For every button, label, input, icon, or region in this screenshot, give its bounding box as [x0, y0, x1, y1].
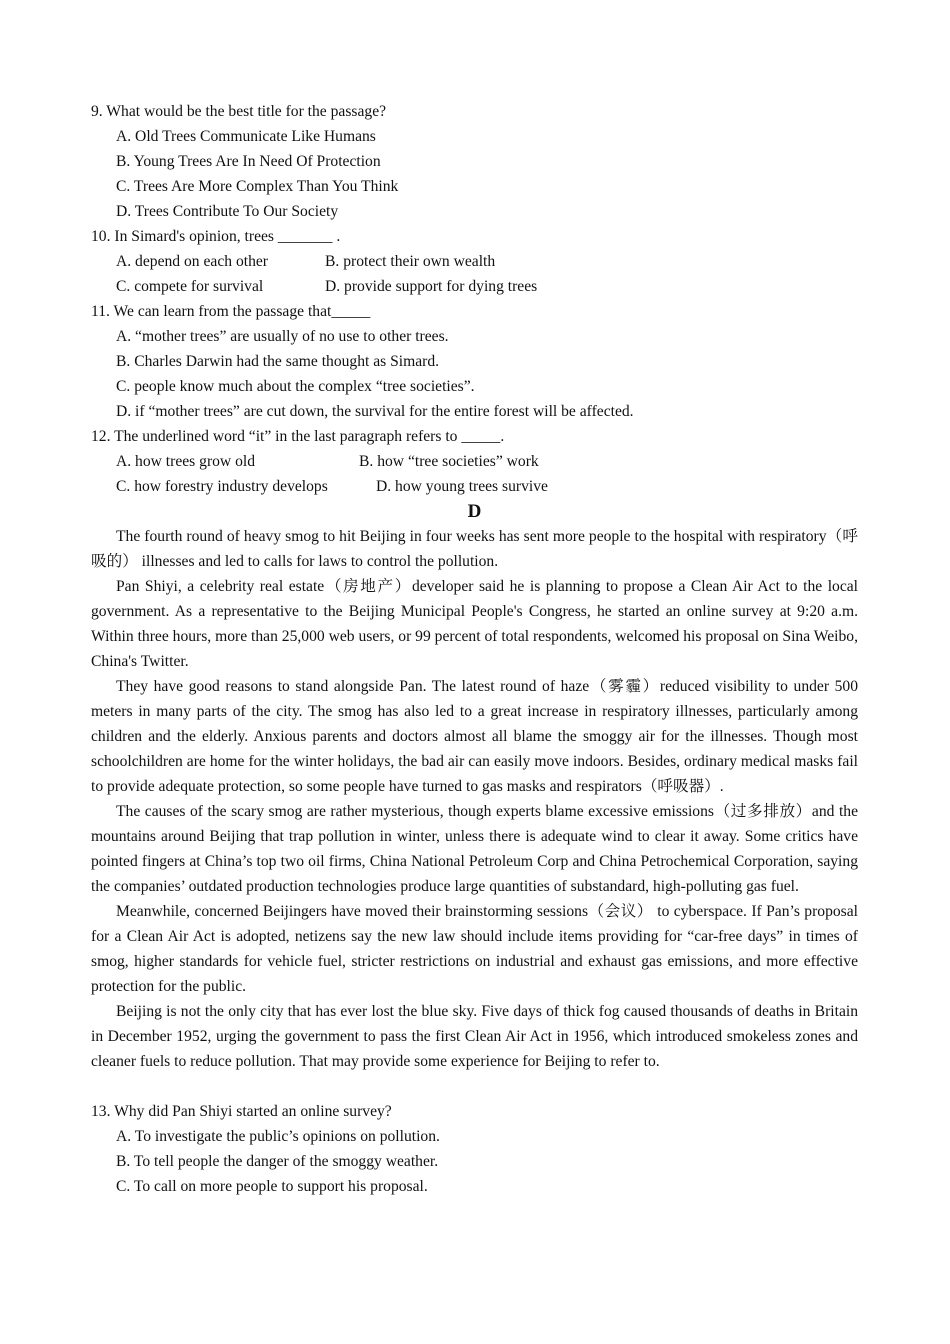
question-10-option-b: B. protect their own wealth: [325, 253, 496, 270]
question-10-stem: 10. In Simard's opinion, trees _______ .: [91, 228, 341, 245]
question-9-option-b: B. Young Trees Are In Need Of Protection: [116, 153, 381, 170]
question-10-option-d: D. provide support for dying trees: [325, 278, 538, 295]
question-11-stem: 11. We can learn from the passage that_____: [91, 303, 371, 320]
question-12-stem: 12. The underlined word “it” in the last paragraph refers to _____.: [91, 428, 505, 445]
question-11-option-c: C. people know much about the complex “tree societies”.: [116, 378, 475, 395]
passage-paragraph-2: Pan Shiyi, a celebrity real estate（房地产）developer said he is planning to propose a Clean Air Act to the local government. As a representative to the Beijing Municipal People's Congress, he started an online survey at 9:20 a.m. Within three hours, more than 25,000 web users, or 99 percent of total respondents, welcomed his proposal on Sina Weibo, China's Twitter.: [91, 578, 858, 670]
question-12-option-b: B. how “tree societies” work: [359, 453, 539, 470]
question-13-stem: 13. Why did Pan Shiyi started an online survey?: [91, 1103, 392, 1120]
question-9-stem: 9. What would be the best title for the passage?: [91, 103, 387, 120]
passage-paragraph-1: The fourth round of heavy smog to hit Beijing in four weeks has sent more people to the hospital with respiratory（呼吸的） illnesses and led to calls for laws to control the pollution.: [91, 528, 858, 570]
question-9-option-d: D. Trees Contribute To Our Society: [116, 203, 339, 220]
question-10-option-c: C. compete for survival: [116, 278, 264, 295]
spacer: [91, 1074, 858, 1099]
question-13-option-c: C. To call on more people to support his proposal.: [116, 1178, 428, 1195]
question-12-option-c: C. how forestry industry develops: [116, 478, 328, 495]
question-11-option-b: B. Charles Darwin had the same thought as Simard.: [116, 353, 440, 370]
question-10-options-row-1: [91, 249, 858, 274]
passage-paragraph-3: They have good reasons to stand alongside Pan. The latest round of haze（雾霾）reduced visibility to under 500 meters in many parts of the city. The smog has also led to a great increase in respiratory illnesses, particularly among children and the elderly. Anxious parents and doctors almost all blame the smoggy air for the illnesses. Though most schoolchildren are home for the winter holidays, the bad air can easily move indoors. Besides, ordinary medical masks fail to provide adequate protection, so some people have turned to gas masks and respirators（呼吸器）.: [91, 678, 858, 795]
question-13-option-a: A. To investigate the public’s opinions on pollution.: [116, 1128, 440, 1145]
question-12-option-a: A. how trees grow old: [116, 453, 256, 470]
question-9-option-a: A. Old Trees Communicate Like Humans: [116, 128, 376, 145]
document-page: [91, 99, 858, 1199]
question-10-option-a: A. depend on each other: [116, 253, 268, 270]
question-10-options-row-2: [91, 274, 858, 299]
question-12-option-d: D. how young trees survive: [376, 478, 548, 495]
passage-paragraph-6: Beijing is not the only city that has ever lost the blue sky. Five days of thick fog caused thousands of deaths in Britain in December 1952, urging the government to pass the first Clean Air Act in 1956, which introduced smokeless zones and cleaner fuels to reduce pollution. That may provide some experience for Beijing to refer to.: [91, 1003, 858, 1070]
question-13-option-b: B. To tell people the danger of the smoggy weather.: [116, 1153, 439, 1170]
question-11-option-a: A. “mother trees” are usually of no use to other trees.: [116, 328, 449, 345]
question-9-option-c: C. Trees Are More Complex Than You Think: [116, 178, 399, 195]
question-11-option-d: D. if “mother trees” are cut down, the survival for the entire forest will be affected.: [116, 403, 634, 420]
passage-paragraph-4: The causes of the scary smog are rather mysterious, though experts blame excessive emissions（过多排放）and the mountains around Beijing that trap pollution in winter, unless there is adequate wind to clear it away. Some critics have pointed fingers at China’s top two oil firms, China National Petroleum Corp and China Petrochemical Corporation, saying the companies’ outdated production technologies produce large quantities of substandard, high-polluting gas fuel.: [91, 803, 858, 895]
section-title: D: [467, 501, 482, 522]
question-12-options-row-1: [91, 449, 858, 474]
question-12-options-row-2: [91, 474, 858, 499]
passage-paragraph-5: Meanwhile, concerned Beijingers have moved their brainstorming sessions（会议） to cyberspace. If Pan’s proposal for a Clean Air Act is adopted, netizens say the new law should include items providing for “car-free days” in times of smog, higher standards for vehicle fuel, stricter restrictions on industrial and exhaust gas emissions, and more effective protection for the public.: [91, 903, 858, 995]
